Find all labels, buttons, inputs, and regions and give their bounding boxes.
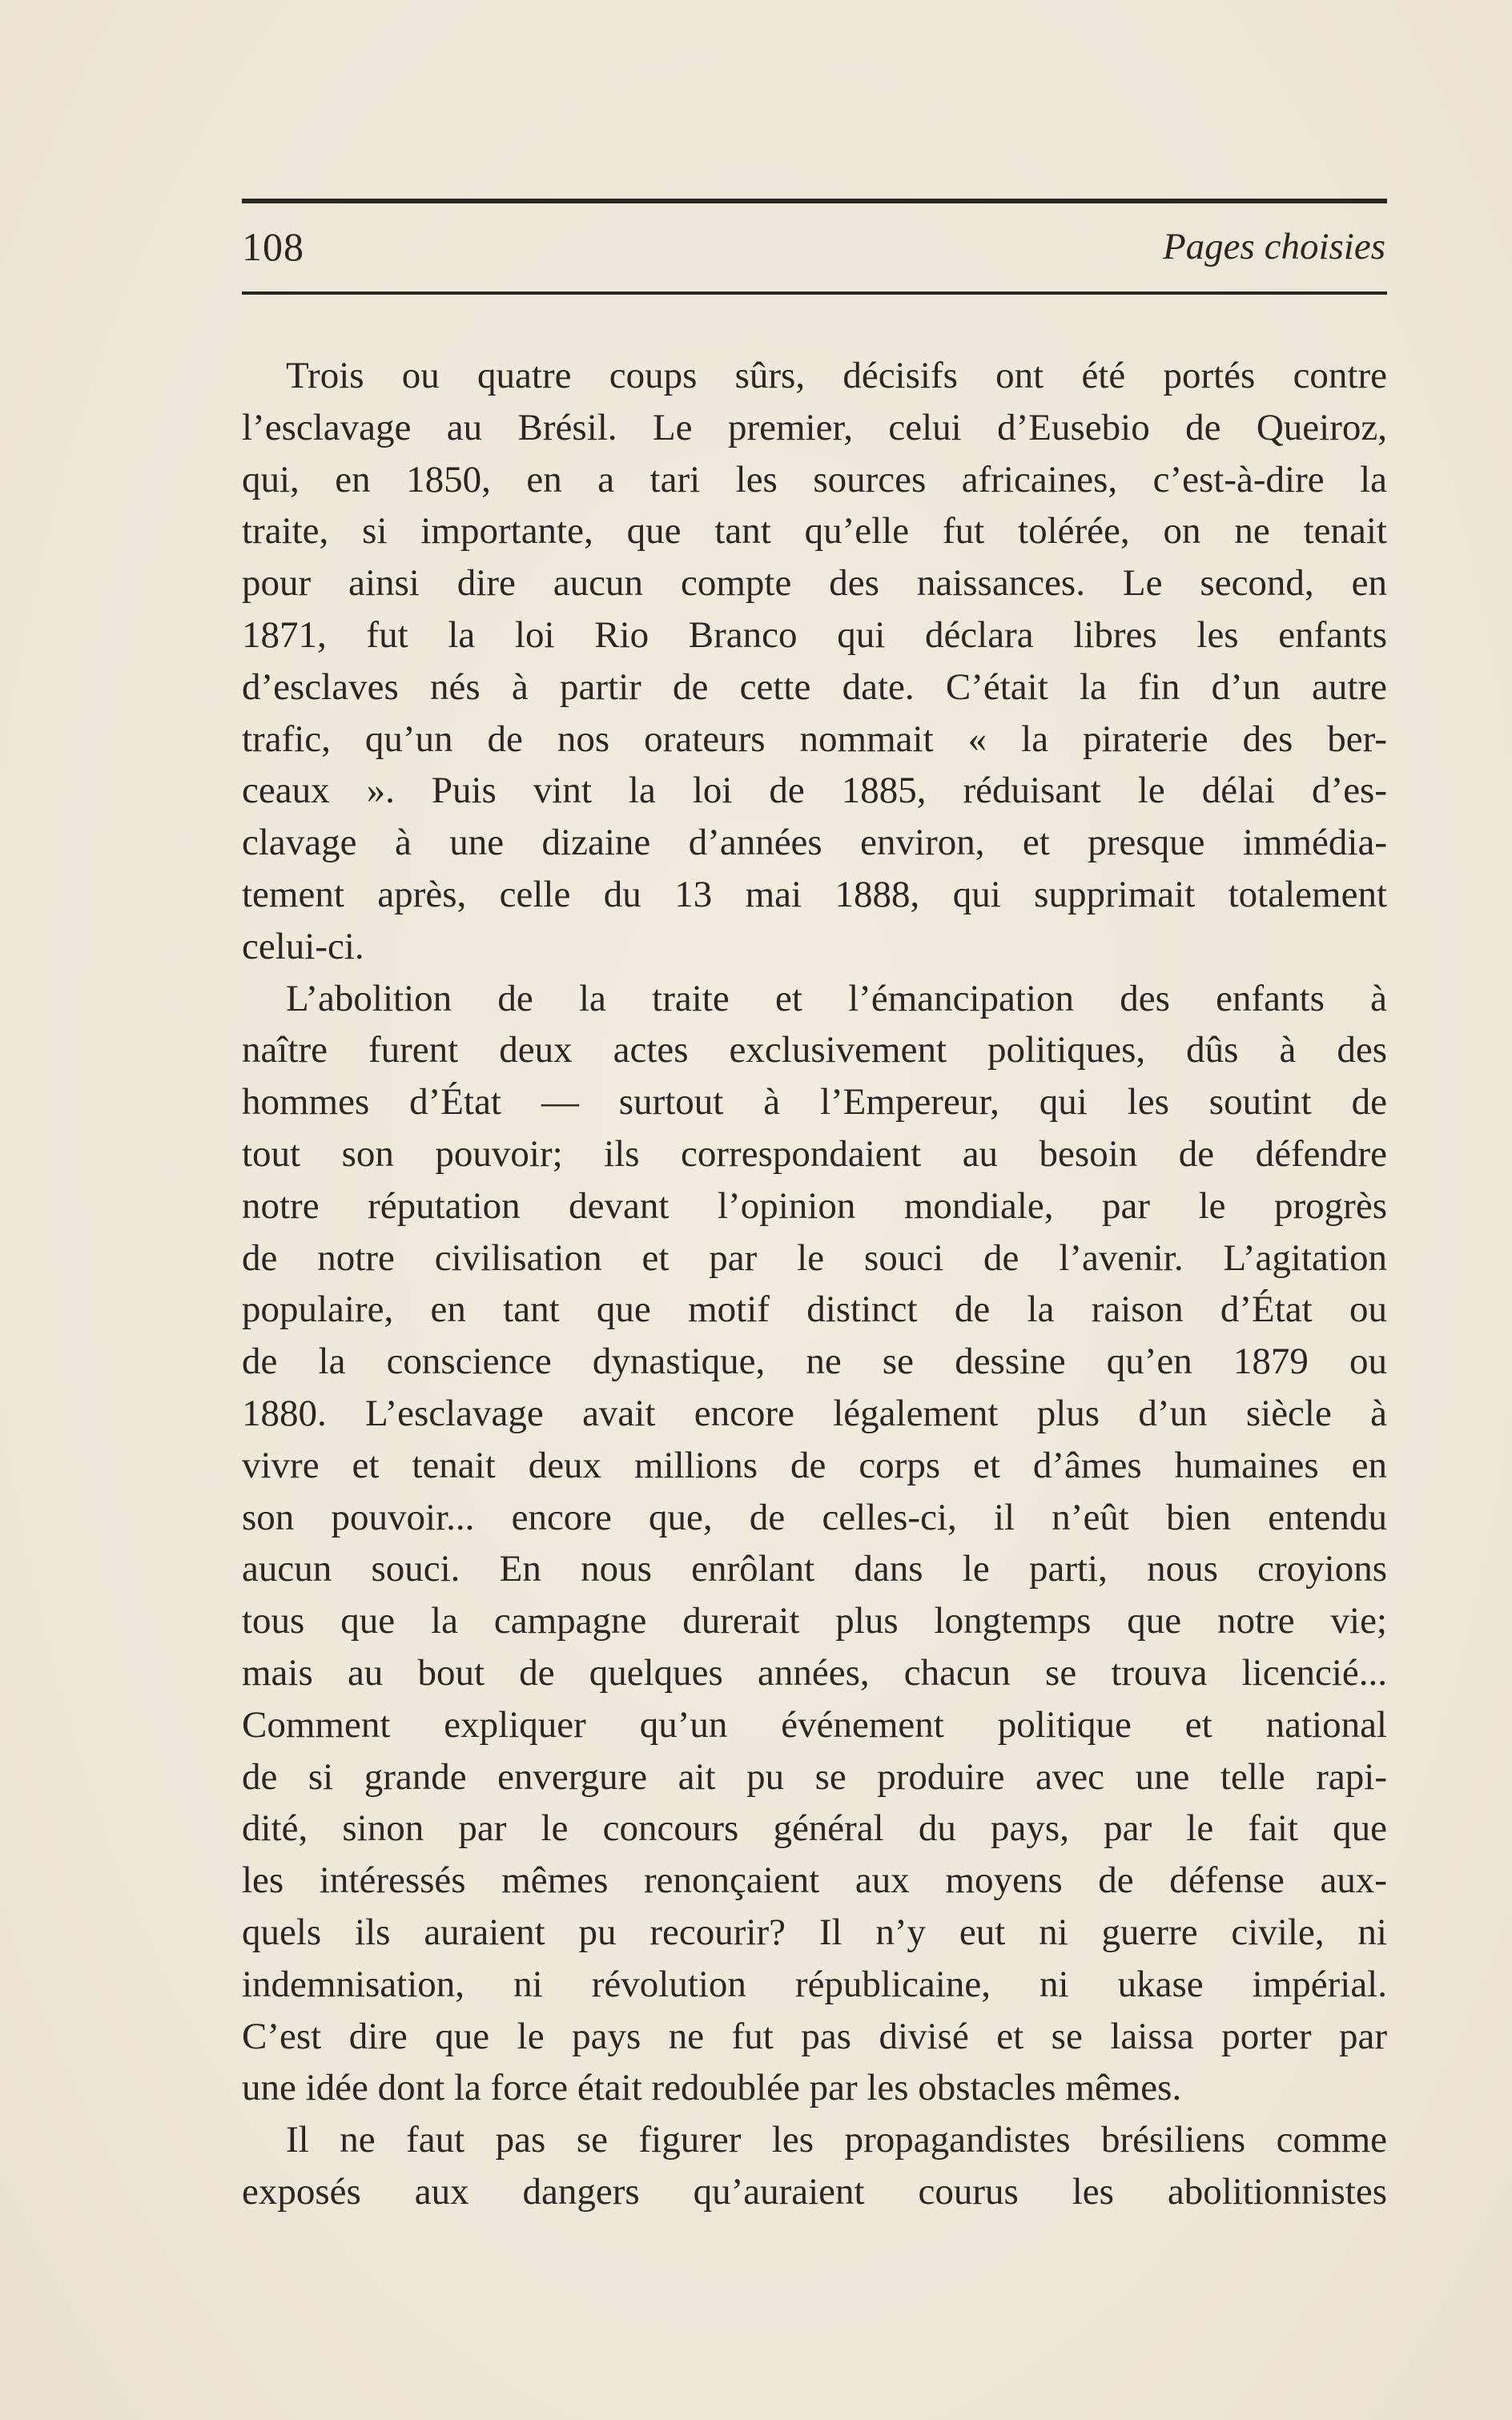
- text-line: vivre et tenait deux millions de corps et d’âmes humaines en: [242, 1444, 1387, 1486]
- text-line: Trois ou quatre coups sûrs, décisifs ont été portés contre: [286, 355, 1387, 396]
- text-line: tout son pouvoir; ils correspondaient au besoin de défendre: [242, 1132, 1387, 1175]
- text-line: l’esclavage au Brésil. Le premier, celui d’Eusebio de Queiroz,: [242, 406, 1387, 448]
- text-line: de si grande envergure ait pu se produire avec une telle rapi-: [242, 1755, 1387, 1798]
- text-line: pour ainsi dire aucun compte des naissances. Le second, en: [242, 562, 1387, 605]
- text-line: Il ne faut pas se figurer les propagandistes brésiliens comme: [286, 2119, 1387, 2161]
- text-line: clavage à une dizaine d’années environ, et presque immédia-: [242, 822, 1387, 864]
- running-header: [242, 215, 1387, 279]
- text-line: de la conscience dynastique, ne se dessine qu’en 1879 ou: [242, 1341, 1387, 1383]
- text-line: dité, sinon par le concours général du pays, par le fait que: [242, 1807, 1387, 1850]
- text-line: C’est dire que le pays ne fut pas divisé et se laissa porter par: [242, 2015, 1387, 2057]
- text-line: naître furent deux actes exclusivement politiques, dûs à des: [242, 1029, 1387, 1071]
- text-line: mais au bout de quelques années, chacun se trouva licencié...: [242, 1651, 1387, 1694]
- text-line: Comment expliquer qu’un événement politique et national: [242, 1703, 1387, 1746]
- text-line: traite, si importante, que tant qu’elle fut tolérée, on ne tenait: [242, 510, 1387, 553]
- text-line: aucun souci. En nous enrôlant dans le parti, nous croyions: [242, 1548, 1387, 1590]
- text-line: tous que la campagne durerait plus longtemps que notre vie;: [242, 1600, 1387, 1642]
- running-title: Pages choisies: [1162, 226, 1385, 267]
- text-line: 1871, fut la loi Rio Branco qui déclara libres les enfants: [242, 613, 1387, 656]
- text-line: ceaux ». Puis vint la loi de 1885, réduisant le délai d’es-: [242, 770, 1387, 812]
- text-line: notre réputation devant l’opinion mondiale, par le progrès: [242, 1184, 1387, 1227]
- page-number: 108: [242, 224, 304, 269]
- text-line: d’esclaves nés à partir de cette date. C’était la fin d’un autre: [242, 665, 1387, 708]
- text-line: une idée dont la force était redoublée par les obstacles mêmes.: [242, 2067, 1182, 2109]
- text-line: indemnisation, ni révolution républicaine, ni ukase impérial.: [242, 1963, 1387, 2005]
- text-line: quels ils auraient pu recourir? Il n’y eut ni guerre civile, ni: [242, 1911, 1387, 1953]
- text-line: qui, en 1850, en a tari les sources africaines, c’est-à-dire la: [242, 458, 1387, 500]
- text-line: exposés aux dangers qu’auraient courus les abolitionnistes: [242, 2170, 1387, 2213]
- text-line: 1880. L’esclavage avait encore légalement plus d’un siècle à: [242, 1392, 1387, 1434]
- text-line: son pouvoir... encore que, de celles-ci, il n’eût bien entendu: [242, 1496, 1387, 1538]
- body-text: [242, 350, 1387, 2218]
- text-line: les intéressés mêmes renonçaient aux moyens de défense aux-: [242, 1859, 1387, 1902]
- text-line: trafic, qu’un de nos orateurs nommait « la piraterie des ber-: [242, 718, 1387, 760]
- text-line: L’abolition de la traite et l’émancipation des enfants à: [286, 977, 1387, 1019]
- text-line: populaire, en tant que motif distinct de la raison d’État ou: [242, 1288, 1387, 1331]
- text-line: de notre civilisation et par le souci de l’avenir. L’agitation: [242, 1236, 1387, 1279]
- header-rule-bottom: [242, 291, 1387, 295]
- text-line: celui-ci.: [242, 925, 364, 967]
- text-line: tement après, celle du 13 mai 1888, qui supprimait totalement: [242, 873, 1387, 915]
- text-line: hommes d’État — surtout à l’Empereur, qui les soutint de: [242, 1081, 1387, 1124]
- header-rule-top: [242, 199, 1387, 203]
